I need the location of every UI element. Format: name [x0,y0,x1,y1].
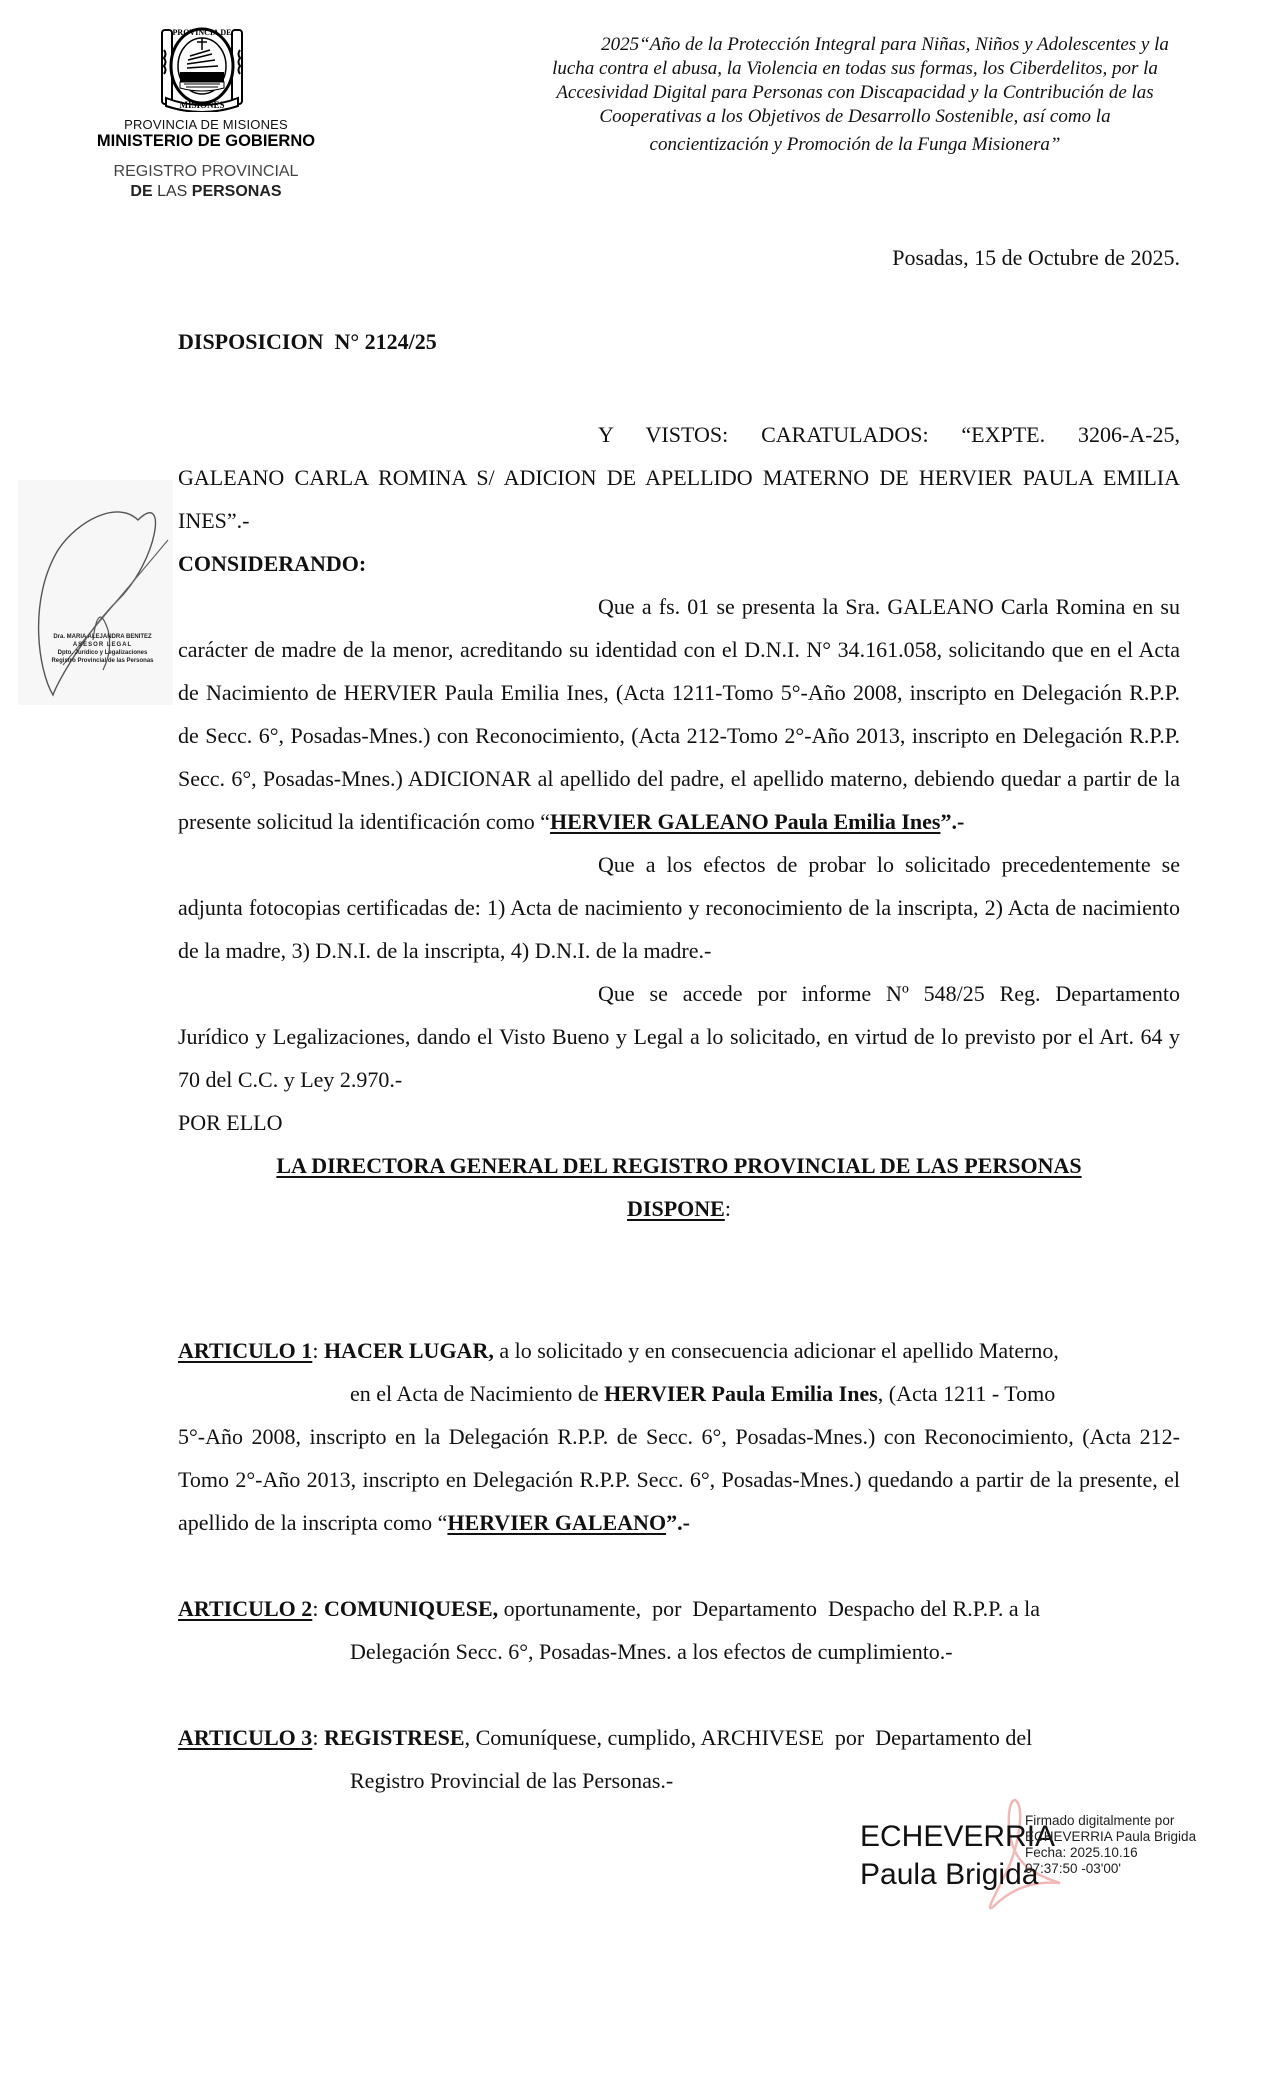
motto-line: 2025“Año de la Protección Integral para Niñas, Niños y Adolescentes y la [601,34,1169,55]
signature-details: Firmado digitalmente por ECHEVERRIA Paula Brigida Fecha: 2025.10.16 07:37:50 -03'00' [1025,1813,1197,1876]
org-registry-sub: DE LAS PERSONAS [130,183,282,200]
authority-heading: LA DIRECTORA GENERAL DEL REGISTRO PROVINCIAL DE LAS PERSONAS [276,1153,1082,1178]
org-province: PROVINCIA DE MISIONES [124,117,288,132]
vistos-paragraph: Y VISTOS: CARATULADOS: “EXPTE. 3206-A-25, GALEANO CARLA ROMINA S/ ADICION DE APELLIDO MATERNO DE HERVIER PAULA EMILIA INES”.- [178,422,1180,533]
signer-name: ECHEVERRIA Paula Brigida [860,1820,1056,1891]
article-2 [178,1587,1180,1673]
article-2-line2: Delegación Secc. 6°, Posadas-Mnes. a los efectos de cumplimiento.- [350,1639,953,1664]
por-ello: POR ELLO [178,1110,283,1135]
article-3-line1: ARTICULO 3: REGISTRESE, Comuníquese, cumplido, ARCHIVESE por Departamento del [178,1725,1033,1750]
org-registry: REGISTRO PROVINCIAL [113,163,299,180]
article-1-line1: ARTICULO 1: HACER LUGAR, a lo solicitado y en consecuencia adicionar el apellido Materno, [178,1338,1059,1363]
article-label: ARTICULO 3 [178,1725,313,1750]
province-crest-logo [160,20,244,112]
considerando-paragraph-1: Que a fs. 01 se presenta la Sra. GALEANO Carla Romina en su carácter de madre de la menor, acreditando su identidad con el D.N.I. N° 34.161.058, solicitando que en el Acta de Nacimiento de HERVIER Paula Emilia Ines, (Acta 1211-Tomo 5°-Año 2008, inscripto en Delegación R.P.P. de Secc. 6°, Posadas-Mnes.) con Reconocimiento, (Acta 212-Tomo 2°-Año 2013, inscripto en Delegación R.P.P. Secc. 6°, Posadas-Mnes.) ADICIONAR al apellido del padre, el apellido materno, debiendo quedar a partir de la presente solicitud la identificación como “HERVIER GALEANO Paula Emilia Ines”.- [178,594,1180,834]
dispone-heading: DISPONE: [627,1196,731,1221]
motto-line: concientización y Promoción de la Funga Misionera” [649,134,1061,155]
svg-text:PROVINCIA DE: PROVINCIA DE [172,28,232,37]
considerando-paragraph-3: Que se accede por informe Nº 548/25 Reg. Departamento Jurídico y Legalizaciones, dando el Visto Bueno y Legal a lo solicitado, en virtud de lo previsto por el Art. 64 y 70 del C.C. y Ley 2.970.- [178,981,1180,1092]
document-date: Posadas, 15 de Octubre de 2025. [892,245,1180,270]
article-1 [178,1329,1180,1544]
motto-line: Accesividad Digital para Personas con Discapacidad y la Contribución de las [556,82,1154,103]
year-motto [505,33,1205,157]
handwritten-signature-icon [18,480,173,705]
article-label: ARTICULO 1 [178,1338,313,1363]
motto-line: Cooperativas a los Objetivos de Desarrollo Sostenible, así como la [599,106,1111,127]
svg-text:MISIONES: MISIONES [179,100,225,110]
article-label: ARTICULO 2 [178,1596,313,1621]
disposition-title: DISPOSICION N° 2124/25 [178,329,437,354]
article-3-line2: Registro Provincial de las Personas.- [350,1768,674,1793]
considerando-paragraph-2: Que a los efectos de probar lo solicitado precedentemente se adjunta fotocopias certificadas de: 1) Acta de nacimiento y reconocimiento de la inscripta, 2) Acta de nacimiento de la madre, 3) D.N.I. de la inscripta, 4) D.N.I. de la madre.- [178,852,1180,963]
requested-full-name: HERVIER GALEANO Paula Emilia Ines [550,809,941,834]
article-2-line1: ARTICULO 2: COMUNIQUESE, oportunamente, por Departamento Despacho del R.P.P. a la [178,1596,1041,1621]
article-3 [178,1716,1180,1802]
org-ministry: MINISTERIO DE GOBIERNO [96,132,316,150]
considerando-heading: CONSIDERANDO: [178,551,367,576]
motto-line: lucha contra el abusa, la Violencia en todas sus formas, los Ciberdelitos, por la [552,58,1158,79]
resulting-surname: HERVIER GALEANO [447,1510,667,1535]
crest-icon [160,20,244,112]
article-1-line2: en el Acta de Nacimiento de HERVIER Paula Emilia Ines, (Acta 1211 - Tomo [350,1381,1056,1406]
stamp-text: Dra. MARIA ALEJANDRA BENITEZ ASESOR LEGAL Dpto. Jurídico y Legalizaciones Registro Provincial de las Personas [51,634,154,664]
legal-advisor-stamp [18,480,173,705]
article-1-body: 5°-Año 2008, inscripto en la Delegación R.P.P. de Secc. 6°, Posadas-Mnes.) con Reconocimiento, (Acta 212-Tomo 2°-Año 2013, inscripto en Delegación R.P.P. Secc. 6°, Posadas-Mnes.) quedando a partir de la presente, el apellido de la inscripta como “HERVIER GALEANO”.- [178,1424,1180,1535]
document-body [178,413,1180,1230]
